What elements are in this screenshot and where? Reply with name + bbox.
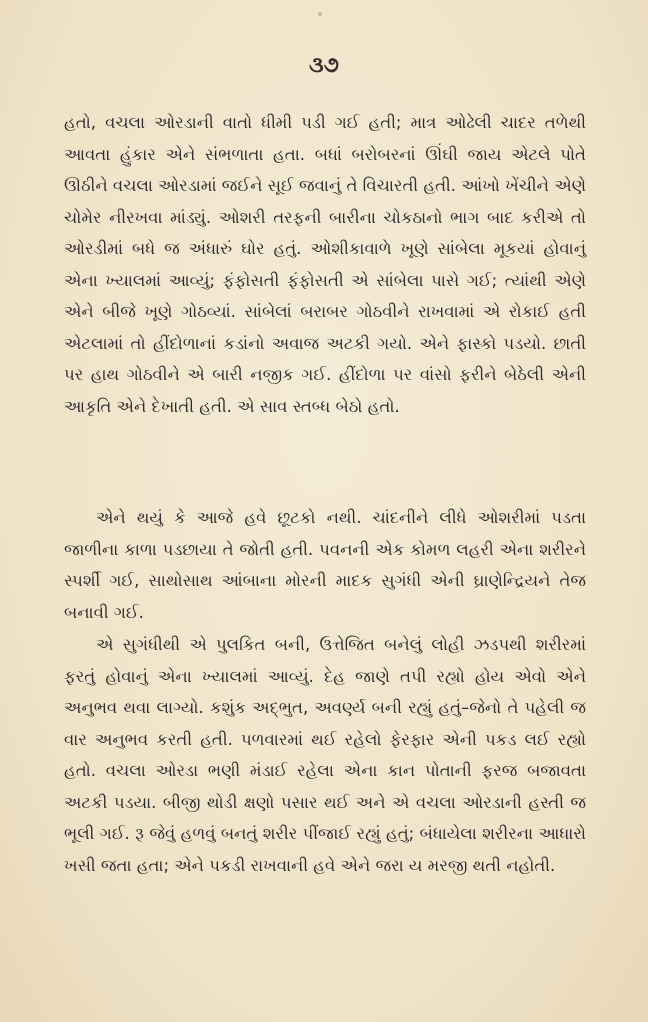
paragraph-2: એને થયું કે આજે હવે છૂટકો નથી. ચાંદનીને લીધે ઓશરીમાં પડતા જાળીના કાળા પડછાયા તે જોતી હતી. પવનની એક કોમળ લહરી એના શરીરને સ્પર્શી ગઈ, સાથોસાથ આંબાના મોરની માદક સુગંધી એની ઘ્રાણેન્દ્રિયને તેજ બનાવી ગઈ. xyxy=(64,508,586,622)
paragraph-1: હતો, વચલા ઓરડાની વાતો ધીમી પડી ગઈ હતી; માત્ર ઓઢેલી ચાદર તળેથી આવતા હુંકાર એને સંભળાતા હતા. બધાં બરોબરનાં ઊંઘી જાય એટલે પોતે ઊઠીને વચલા ઓરડામાં જઈને સૂઈ જવાનું તે વિચારતી હતી. આંખો ખેંચીને એણે ચોમેર નીરખવા માંડ્યું. ઓશરી તરફની બારીના ચોકઠાનો ભાગ બાદ કરીએ તો ઓરડીમાં બધે જ અંધારું ઘોર હતું. ઓશીકાવાળે ખૂણે સાંબેલા મૂકયાં હોવાનું એના ખ્યાલમાં આવ્યું; ફંફોસતી ફંફોસતી એ સાંબેલા પાસે ગઈ; ત્યાંથી એણે એને બીજે ખૂણે ગોઠવ્યાં. સાંબેલાં બરાબર ગોઠવીને રાખવામાં એ રોકાઈ હતી એટલામાં તો હીંદોળાનાં કડાંનો અવાજ અટકી ગયો. એને ફાસ્કો પડયો. છાતી પર હાથ ગોઠવીને એ બારી નજીક ગઈ. હીંદોળા પર વાંસો ફરીને બેઠેલી એની આકૃતિ એને દેખાતી હતી. એ સાવ સ્તબ્ધ બેઠો હતો. xyxy=(64,113,586,416)
paragraph-3: એ સુગંધીથી એ પુલકિત બની, ઉત્તેજિત બનેલું લોહી ઝડપથી શરીરમાં ફરતું હોવાનું એના ખ્યાલમાં આવ્યું. દેહ જાણે તપી રહ્યો હોય એવો એને અનુભવ થવા લાગ્યો. કશુંક અદ્ભુત, અવર્ણ્ય બની રહ્યું હતું–જેનો તે પહેલી જ વાર અનુભવ કરતી હતી. પળવારમાં થઈ રહેલો ફેરફાર એની પકડ લઈ રહ્યો હતો. વચલા ઓરડા ભણી મંડાઈ રહેલા એના કાન પોતાની ફરજ બજાવતા અટકી પડયા. બીજી થોડી ક્ષણો પસાર થઈ અને એ વચલા ઓરડાની હસ્તી જ ભૂલી ગઈ. રૂ જેવું હળવું બનતું શરીર પીંજાઈ રહ્યું હતું; બંધાયેલા શરીરના આધારો ખસી જતા હતા; એને પકડી રાખવાની હવે એને જરા ય મરજી થતી નહોતી. xyxy=(64,635,586,875)
page-number: ૩૭ xyxy=(309,52,339,78)
paper-speck xyxy=(318,12,322,16)
